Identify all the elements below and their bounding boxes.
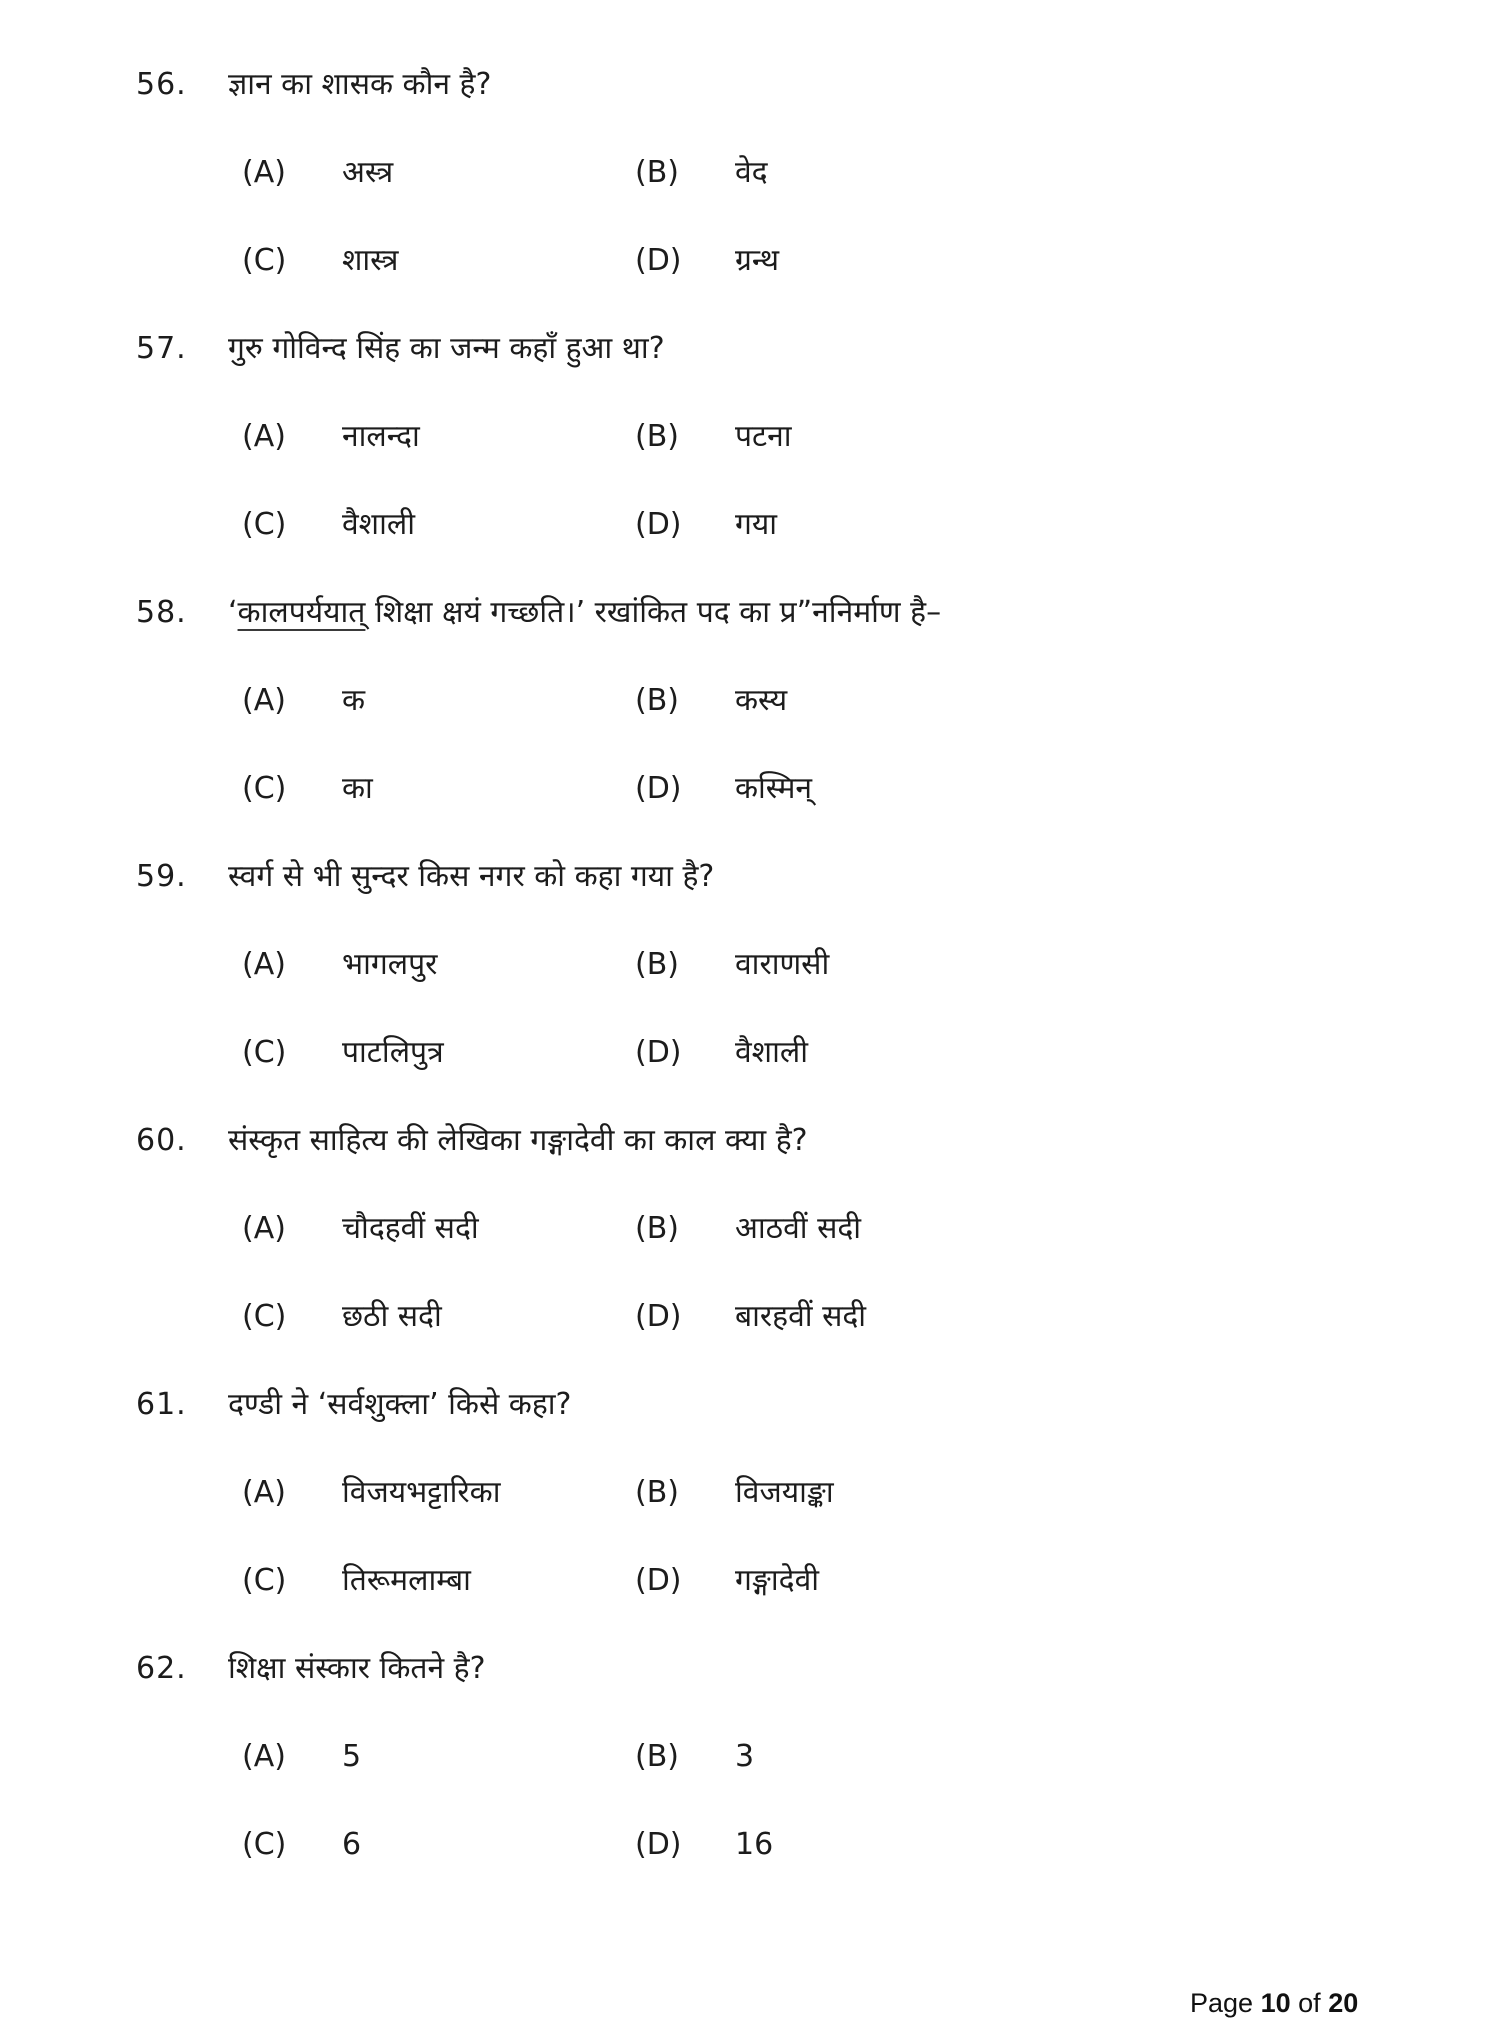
question-number: 61. bbox=[136, 1387, 187, 1422]
option-text: चौदहवीं सदी bbox=[342, 1211, 479, 1246]
option bbox=[242, 154, 635, 192]
option bbox=[635, 1298, 866, 1336]
option-label: (A) bbox=[242, 1739, 286, 1774]
option-label: (B) bbox=[635, 947, 679, 982]
option-label: (C) bbox=[242, 1563, 287, 1598]
option-text: नालन्दा bbox=[342, 419, 420, 454]
option-label: (C) bbox=[242, 1299, 287, 1334]
option-text: वेद bbox=[735, 155, 768, 190]
option bbox=[242, 1034, 635, 1072]
option-label: (A) bbox=[242, 419, 286, 454]
options-row bbox=[242, 1298, 1505, 1336]
of-label: of bbox=[1298, 1988, 1321, 2018]
question-text: दण्डी ने ‘सर्वशुक्ला’ किसे कहा? bbox=[228, 1387, 572, 1422]
option-text: शास्त्र bbox=[342, 243, 399, 278]
option-text: आठवीं सदी bbox=[735, 1211, 862, 1246]
options-row bbox=[242, 682, 1505, 720]
question-text: स्वर्ग से भी सुन्दर किस नगर को कहा गया है? bbox=[228, 859, 715, 894]
option-text: पाटलिपुत्र bbox=[342, 1035, 444, 1070]
option bbox=[242, 682, 635, 720]
option-label: (D) bbox=[635, 1035, 682, 1070]
option bbox=[635, 1210, 861, 1248]
option bbox=[242, 1738, 635, 1776]
option-text: क bbox=[342, 683, 366, 718]
question-number: 60. bbox=[136, 1123, 187, 1158]
option-text: वैशाली bbox=[342, 507, 415, 542]
option-text: छठी सदी bbox=[342, 1299, 442, 1334]
option-text: विजयाङ्का bbox=[735, 1475, 834, 1510]
option-label: (B) bbox=[635, 1739, 679, 1774]
option bbox=[635, 418, 792, 456]
question-block bbox=[0, 1650, 1505, 1864]
option-text: ग्रन्थ bbox=[735, 243, 780, 278]
option-label: (B) bbox=[635, 419, 679, 454]
current-page-number: 10 bbox=[1260, 1988, 1291, 2018]
question-block bbox=[0, 594, 1505, 808]
option-text: 5 bbox=[342, 1739, 362, 1774]
option-text: कस्मिन् bbox=[735, 771, 813, 806]
total-page-number: 20 bbox=[1328, 1988, 1359, 2018]
option bbox=[635, 1034, 808, 1072]
option-text: गया bbox=[735, 507, 778, 542]
page-label: Page bbox=[1190, 1988, 1254, 2018]
question-text: गुरु गोविन्द सिंह का जन्म कहाँ हुआ था? bbox=[228, 331, 665, 366]
question-line bbox=[136, 330, 1505, 368]
option bbox=[242, 1562, 635, 1600]
option-label: (A) bbox=[242, 1211, 286, 1246]
question-line bbox=[136, 66, 1505, 104]
options-row bbox=[242, 1562, 1505, 1600]
question-text-part: ‘ bbox=[228, 595, 238, 630]
option-text: का bbox=[342, 771, 373, 806]
options-row bbox=[242, 946, 1505, 984]
option bbox=[635, 1826, 773, 1864]
option bbox=[242, 1826, 635, 1864]
option bbox=[635, 682, 787, 720]
question-line bbox=[136, 1386, 1505, 1424]
option bbox=[242, 1210, 635, 1248]
question-line bbox=[136, 1650, 1505, 1688]
option bbox=[242, 242, 635, 280]
option bbox=[242, 1298, 635, 1336]
question-number: 62. bbox=[136, 1651, 187, 1686]
option-label: (D) bbox=[635, 507, 682, 542]
option-label: (C) bbox=[242, 243, 287, 278]
question-block bbox=[0, 66, 1505, 280]
option bbox=[242, 506, 635, 544]
question-number: 56. bbox=[136, 67, 187, 102]
option-text: अस्त्र bbox=[342, 155, 394, 190]
options-row bbox=[242, 418, 1505, 456]
option-label: (A) bbox=[242, 1475, 286, 1510]
question-text: शिक्षा संस्कार कितने है? bbox=[228, 1651, 486, 1686]
option-label: (A) bbox=[242, 683, 286, 718]
option bbox=[242, 770, 635, 808]
underlined-word: कालपर्ययात् bbox=[237, 595, 366, 630]
option-label: (A) bbox=[242, 155, 286, 190]
question-line bbox=[136, 1122, 1505, 1160]
option bbox=[242, 946, 635, 984]
option-label: (A) bbox=[242, 947, 286, 982]
question-line bbox=[136, 858, 1505, 896]
question-number: 59. bbox=[136, 859, 187, 894]
option bbox=[635, 154, 768, 192]
options-row bbox=[242, 1210, 1505, 1248]
option-text: बारहवीं सदी bbox=[735, 1299, 867, 1334]
option-text: 3 bbox=[735, 1739, 755, 1774]
options-row bbox=[242, 770, 1505, 808]
question-text: ज्ञान का शासक कौन है? bbox=[228, 67, 492, 102]
options-row bbox=[242, 1034, 1505, 1072]
option-text: 16 bbox=[735, 1827, 774, 1862]
page-footer bbox=[1190, 1988, 1358, 2019]
options-row bbox=[242, 506, 1505, 544]
option-label: (C) bbox=[242, 771, 287, 806]
option-text: तिरूमलाम्बा bbox=[342, 1563, 471, 1598]
option bbox=[635, 1562, 819, 1600]
question-block bbox=[0, 1122, 1505, 1336]
option-label: (D) bbox=[635, 1563, 682, 1598]
option bbox=[635, 1738, 754, 1776]
options-row bbox=[242, 242, 1505, 280]
question-block bbox=[0, 330, 1505, 544]
option-text: 6 bbox=[342, 1827, 362, 1862]
option-label: (B) bbox=[635, 683, 679, 718]
option-label: (B) bbox=[635, 1475, 679, 1510]
options-row bbox=[242, 1474, 1505, 1512]
options-row bbox=[242, 154, 1505, 192]
option-text: गङ्गादेवी bbox=[735, 1563, 820, 1598]
option-text: वैशाली bbox=[735, 1035, 808, 1070]
option bbox=[242, 1474, 635, 1512]
option-label: (D) bbox=[635, 771, 682, 806]
question-text: संस्कृत साहित्य की लेखिका गङ्गादेवी का काल क्या है? bbox=[228, 1123, 808, 1158]
question-block bbox=[0, 858, 1505, 1072]
option-label: (C) bbox=[242, 1827, 287, 1862]
option-text: भागलपुर bbox=[342, 947, 438, 982]
option-text: वाराणसी bbox=[735, 947, 830, 982]
question-block bbox=[0, 1386, 1505, 1600]
question-text bbox=[228, 594, 941, 632]
option bbox=[635, 946, 829, 984]
option-text: विजयभट्टारिका bbox=[342, 1475, 501, 1510]
option bbox=[635, 242, 779, 280]
option bbox=[242, 418, 635, 456]
option bbox=[635, 1474, 834, 1512]
option-text: कस्य bbox=[735, 683, 788, 718]
question-line bbox=[136, 594, 1505, 632]
option-label: (C) bbox=[242, 1035, 287, 1070]
question-text-part: शिक्षा क्षयं गच्छति।’ रखांकित पद का प्र”ननिर्माण है– bbox=[365, 595, 942, 630]
option bbox=[635, 506, 777, 544]
option-label: (B) bbox=[635, 155, 679, 190]
option-label: (D) bbox=[635, 243, 682, 278]
options-row bbox=[242, 1738, 1505, 1776]
option-label: (C) bbox=[242, 507, 287, 542]
option-label: (B) bbox=[635, 1211, 679, 1246]
option bbox=[635, 770, 812, 808]
option-label: (D) bbox=[635, 1299, 682, 1334]
options-row bbox=[242, 1826, 1505, 1864]
option-label: (D) bbox=[635, 1827, 682, 1862]
question-number: 57. bbox=[136, 331, 187, 366]
question-number: 58. bbox=[136, 595, 187, 630]
option-text: पटना bbox=[735, 419, 792, 454]
